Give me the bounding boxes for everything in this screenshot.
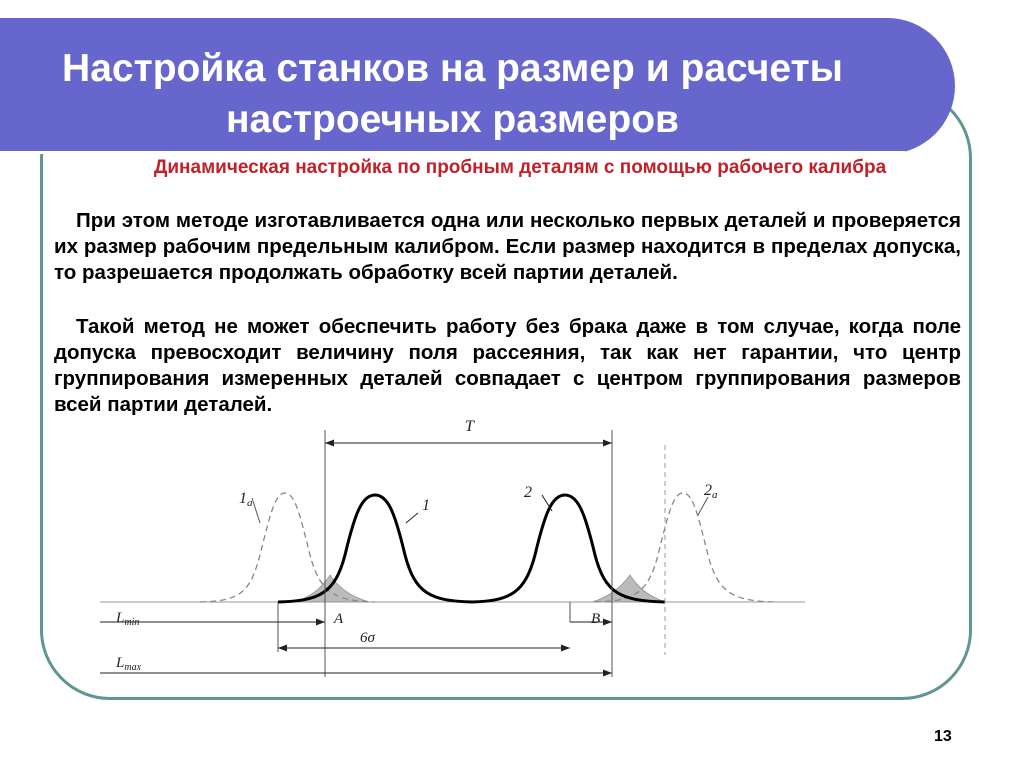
label-lmax: $L_{max}$ — [116, 655, 142, 673]
curve-1 — [278, 495, 472, 602]
label-lmin: $L_{min}$ — [116, 610, 140, 628]
distribution-diagram — [100, 415, 810, 690]
title-banner — [0, 18, 955, 154]
slide-title: Настройка станков на размер и расчеты настроечных размеров — [62, 47, 843, 141]
paragraph-2: Такой метод не может обеспечить работу без брака даже в том случае, когда поле допуска превосходит величину поля рассеяния, так как нет гарантии, что центр группирования измеренных деталей совпадает с центром группирования размеров всей партии деталей. — [54, 315, 961, 416]
label-T: T — [465, 418, 474, 435]
paragraph-1: При этом методе изготавливается одна или несколько первых деталей и проверяется их размер рабочим предельным калибром. Если размер находится в пределах допуска, то разрешается продолжать обработку всей партии деталей. — [54, 209, 961, 284]
slide-subtitle: Динамическая настройка по пробным деталям с помощью рабочего калибра — [153, 157, 887, 178]
label-curve-2a: 2a — [704, 482, 718, 501]
label-A: A — [334, 611, 344, 627]
label-curve-1: 1 — [422, 497, 430, 514]
curve-1a — [200, 493, 375, 602]
label-curve-1a: 1a — [239, 490, 253, 509]
page-number: 13 — [934, 728, 952, 745]
label-curve-2: 2 — [524, 484, 532, 501]
label-6-sigma: 6σ — [360, 630, 375, 646]
title-underline — [0, 151, 905, 154]
label-B: B — [591, 611, 601, 627]
